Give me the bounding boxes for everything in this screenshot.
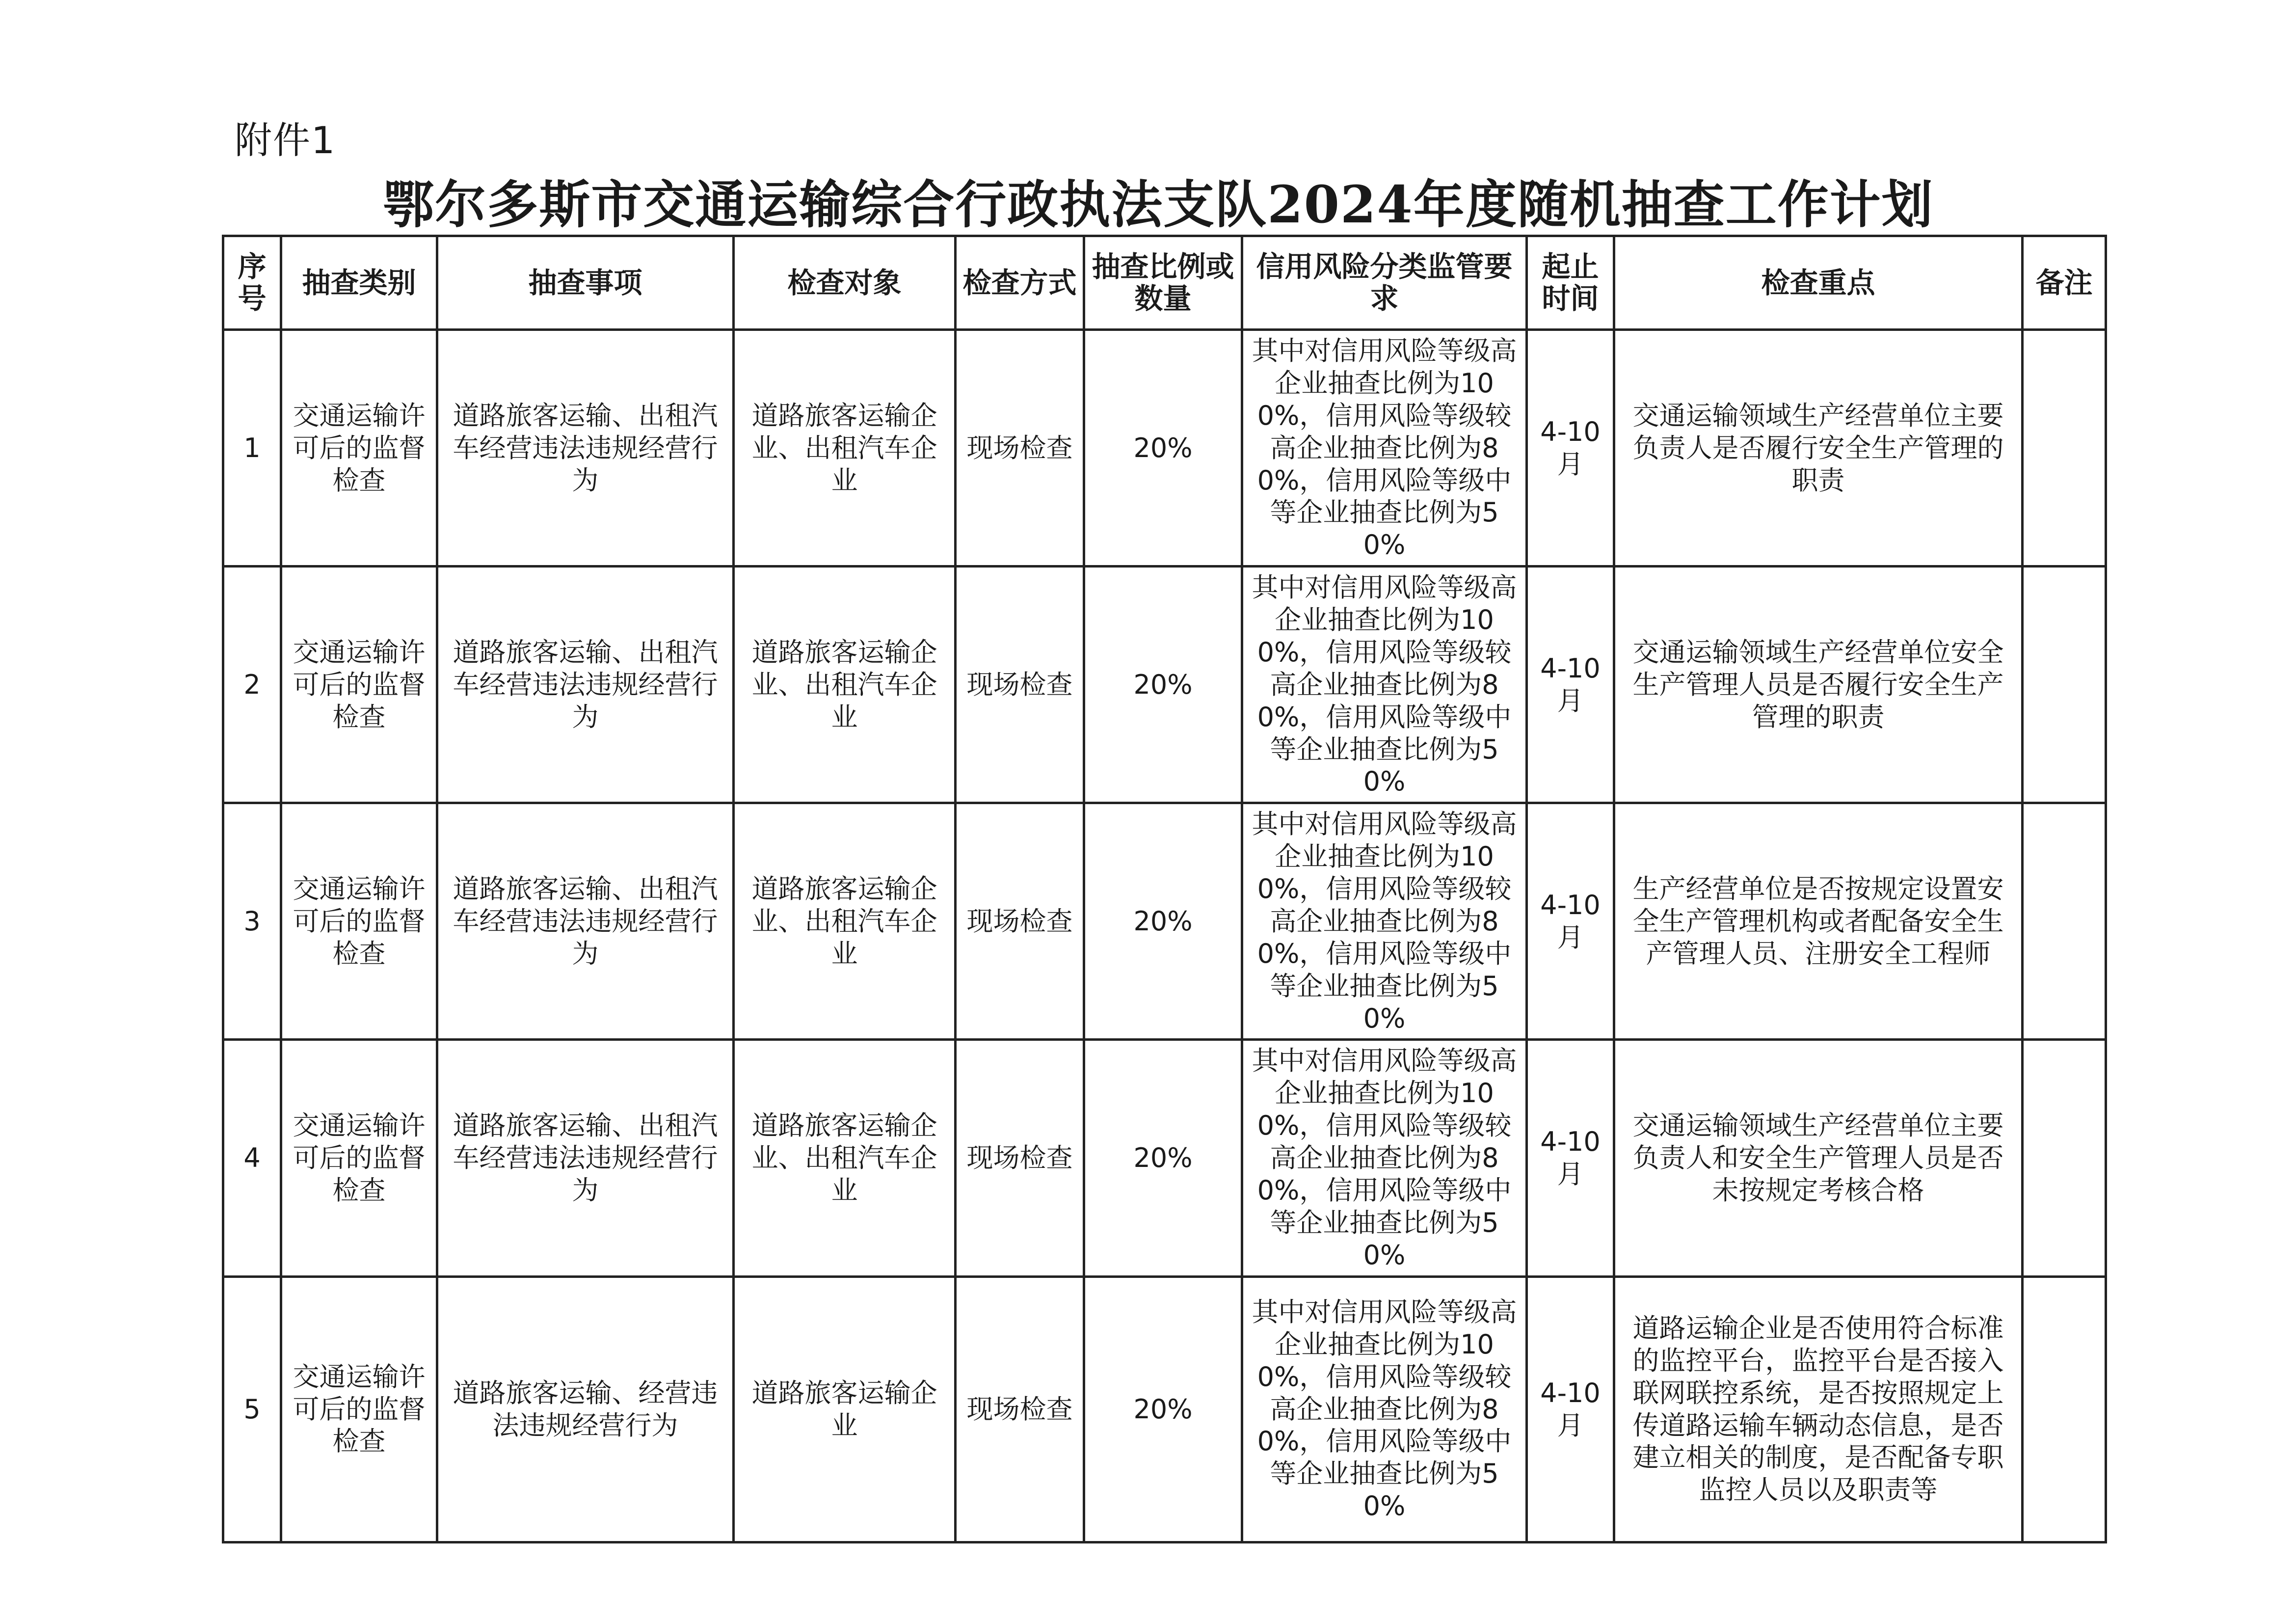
cell-no: 5: [223, 1276, 281, 1542]
cell-category: 交通运输许可后的监督检查: [281, 1040, 437, 1276]
header-ratio: 抽查比例或数量: [1084, 236, 1242, 330]
header-no: 序号: [223, 236, 281, 330]
cell-target: 道路旅客运输企业、出租汽车企业: [734, 803, 956, 1040]
cell-credit: 其中对信用风险等级高企业抽查比例为100%，信用风险等级较高企业抽查比例为80%，信用风险等级中等企业抽查比例为50%: [1242, 1276, 1527, 1542]
header-focus: 检查重点: [1614, 236, 2023, 330]
cell-period: 4-10月: [1527, 330, 1614, 567]
cell-period: 4-10月: [1527, 1276, 1614, 1542]
cell-credit: 其中对信用风险等级高企业抽查比例为100%，信用风险等级较高企业抽查比例为80%，信用风险等级中等企业抽查比例为50%: [1242, 1040, 1527, 1276]
cell-target: 道路旅客运输企业、出租汽车企业: [734, 1040, 956, 1276]
cell-ratio: 20%: [1084, 803, 1242, 1040]
cell-method: 现场检查: [956, 567, 1084, 803]
cell-focus: 交通运输领域生产经营单位安全生产管理人员是否履行安全生产管理的职责: [1614, 567, 2023, 803]
cell-item: 道路旅客运输、出租汽车经营违法违规经营行为: [437, 330, 734, 567]
cell-method: 现场检查: [956, 330, 1084, 567]
cell-method: 现场检查: [956, 1276, 1084, 1542]
cell-no: 1: [223, 330, 281, 567]
cell-method: 现场检查: [956, 803, 1084, 1040]
cell-credit: 其中对信用风险等级高企业抽查比例为100%，信用风险等级较高企业抽查比例为80%，信用风险等级中等企业抽查比例为50%: [1242, 567, 1527, 803]
table-header-row: [223, 236, 2106, 330]
header-method: 检查方式: [956, 236, 1084, 330]
cell-item: 道路旅客运输、出租汽车经营违法违规经营行为: [437, 567, 734, 803]
cell-category: 交通运输许可后的监督检查: [281, 567, 437, 803]
cell-focus: 交通运输领域生产经营单位主要负责人是否履行安全生产管理的职责: [1614, 330, 2023, 567]
cell-focus: 交通运输领域生产经营单位主要负责人和安全生产管理人员是否未按规定考核合格: [1614, 1040, 2023, 1276]
header-period: 起止时间: [1527, 236, 1614, 330]
cell-remark: [2023, 1276, 2106, 1542]
cell-remark: [2023, 330, 2106, 567]
inspection-plan-table: [222, 235, 2107, 1543]
cell-focus: 道路运输企业是否使用符合标准的监控平台，监控平台是否接入联网联控系统，是否按照规定上传道路运输车辆动态信息，是否建立相关的制度，是否配备专职监控人员以及职责等: [1614, 1276, 2023, 1542]
attachment-label: 附件1: [235, 118, 336, 162]
cell-period: 4-10月: [1527, 567, 1614, 803]
cell-remark: [2023, 1040, 2106, 1276]
cell-item: 道路旅客运输、经营违法违规经营行为: [437, 1276, 734, 1542]
header-item: 抽查事项: [437, 236, 734, 330]
cell-target: 道路旅客运输企业、出租汽车企业: [734, 567, 956, 803]
cell-period: 4-10月: [1527, 1040, 1614, 1276]
header-category: 抽查类别: [281, 236, 437, 330]
cell-no: 2: [223, 567, 281, 803]
cell-category: 交通运输许可后的监督检查: [281, 1276, 437, 1542]
cell-ratio: 20%: [1084, 1040, 1242, 1276]
cell-category: 交通运输许可后的监督检查: [281, 330, 437, 567]
cell-category: 交通运输许可后的监督检查: [281, 803, 437, 1040]
cell-item: 道路旅客运输、出租汽车经营违法违规经营行为: [437, 1040, 734, 1276]
cell-target: 道路旅客运输企业、出租汽车企业: [734, 330, 956, 567]
cell-remark: [2023, 567, 2106, 803]
cell-remark: [2023, 803, 2106, 1040]
table-row: [223, 1040, 2106, 1276]
table-row: [223, 1276, 2106, 1542]
header-target: 检查对象: [734, 236, 956, 330]
table-row: [223, 330, 2106, 567]
cell-method: 现场检查: [956, 1040, 1084, 1276]
cell-ratio: 20%: [1084, 567, 1242, 803]
cell-target: 道路旅客运输企业: [734, 1276, 956, 1542]
cell-item: 道路旅客运输、出租汽车经营违法违规经营行为: [437, 803, 734, 1040]
cell-credit: 其中对信用风险等级高企业抽查比例为100%，信用风险等级较高企业抽查比例为80%，信用风险等级中等企业抽查比例为50%: [1242, 803, 1527, 1040]
cell-no: 4: [223, 1040, 281, 1276]
cell-ratio: 20%: [1084, 1276, 1242, 1542]
header-remark: 备注: [2023, 236, 2106, 330]
table-row: [223, 803, 2106, 1040]
document-title: 鄂尔多斯市交通运输综合行政执法支队2024年度随机抽查工作计划: [383, 174, 1934, 235]
cell-credit: 其中对信用风险等级高企业抽查比例为100%，信用风险等级较高企业抽查比例为80%，信用风险等级中等企业抽查比例为50%: [1242, 330, 1527, 567]
cell-period: 4-10月: [1527, 803, 1614, 1040]
header-credit: 信用风险分类监管要求: [1242, 236, 1527, 330]
cell-no: 3: [223, 803, 281, 1040]
table-row: [223, 567, 2106, 803]
cell-ratio: 20%: [1084, 330, 1242, 567]
cell-focus: 生产经营单位是否按规定设置安全生产管理机构或者配备安全生产管理人员、注册安全工程师: [1614, 803, 2023, 1040]
